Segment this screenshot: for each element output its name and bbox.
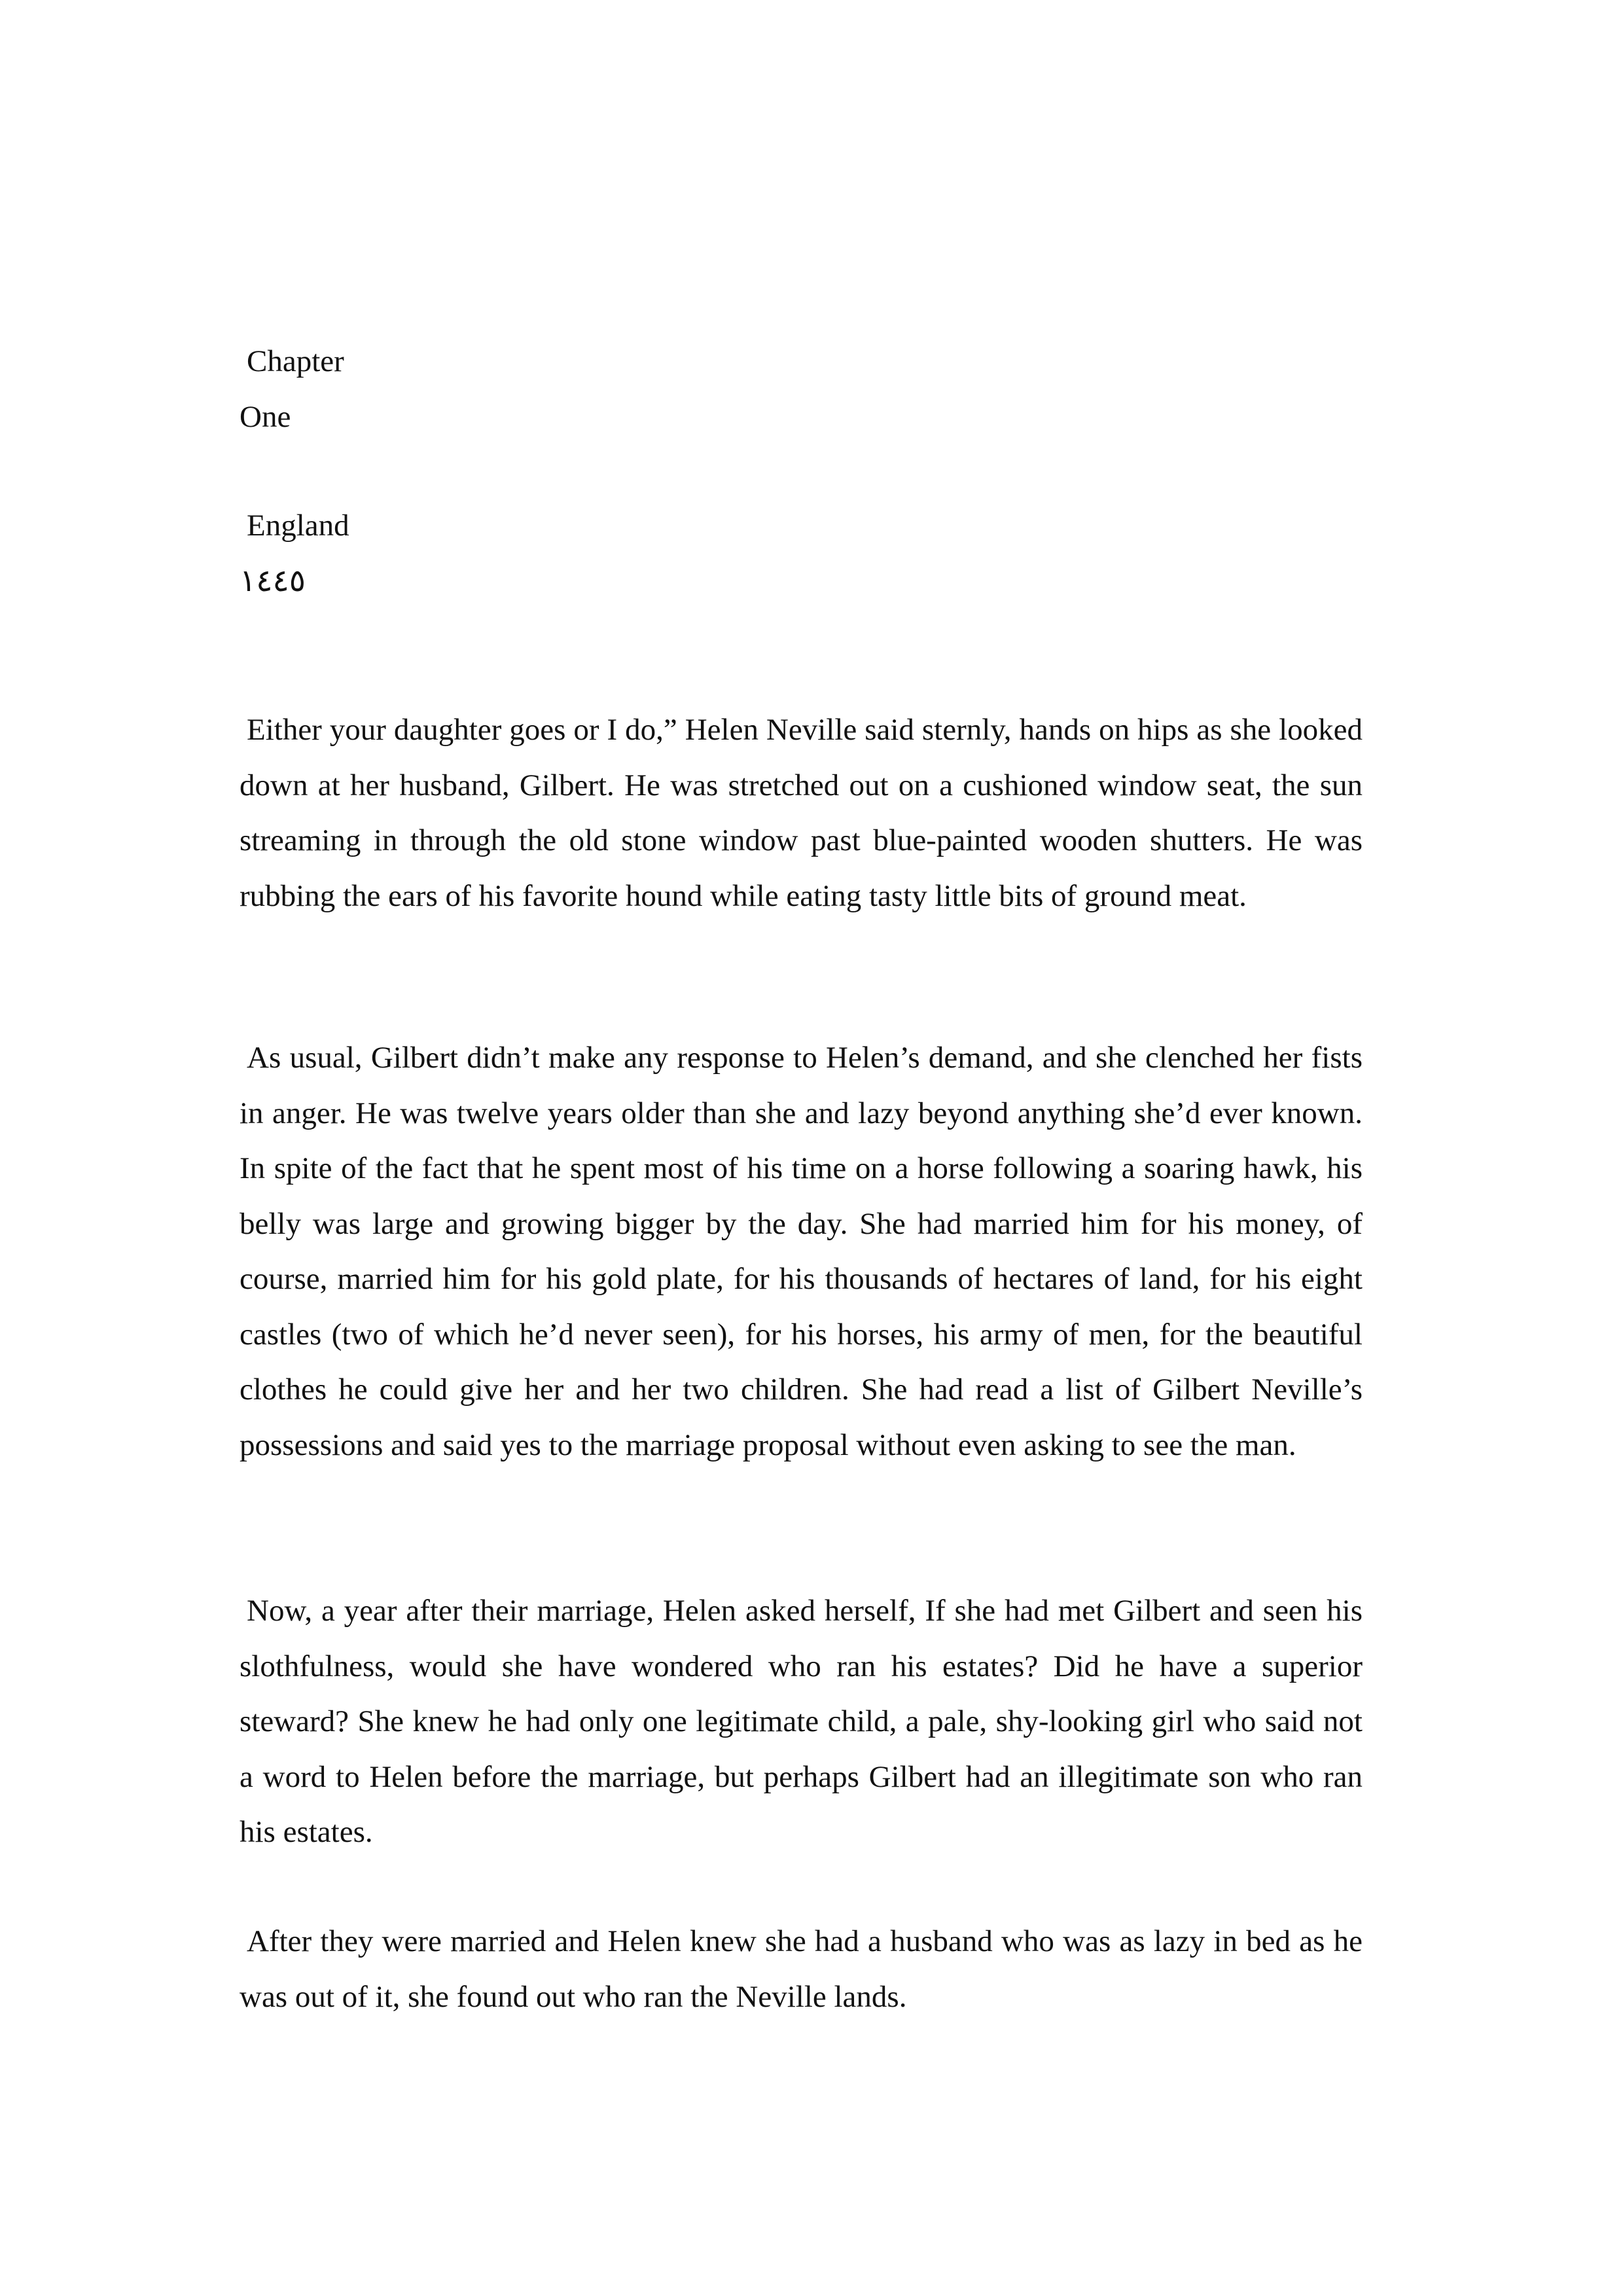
location-heading: England — [247, 509, 349, 543]
chapter-label: Chapter — [247, 344, 344, 378]
chapter-number: One — [240, 400, 291, 434]
paragraph-1: Either your daughter goes or I do,” Helen Neville said sternly, hands on hips as she looked down at her husband, Gilbert. He was stretched out on a cushioned window seat, the sun streaming in through the old stone window past blue-painted wooden shutters. He was rubbing the ears of his favorite hound while eating tasty little bits of ground meat. — [240, 713, 1363, 913]
paragraph-4: After they were married and Helen knew she had a husband who was as lazy in bed as he was out of it, she found out who ran the Neville lands. — [240, 1924, 1363, 2014]
paragraph-3: Now, a year after their marriage, Helen asked herself, If she had met Gilbert and seen his slothfulness, would she have wondered who ran his estates? Did he have a superior steward? She knew he had only one legitimate child, a pale, shy-looking girl who said not a word to Helen before the marriage, but perhaps Gilbert had an illegitimate son who ran his estates. — [240, 1594, 1363, 1849]
paragraph-2: As usual, Gilbert didn’t make any response to Helen’s demand, and she clenched her fists in anger. He was twelve years older than she and lazy beyond anything she’d ever known. In spite of the fact that he spent most of his time on a horse following a soaring hawk, his belly was large and growing bigger by the day. She had married him for his money, of course, married him for his gold plate, for his thousands of hectares of land, for his eight castles (two of which he’d never seen), for his horses, his army of men, for the beautiful clothes he could give her and her two children. She had read a list of Gilbert Neville’s possessions and said yes to the marriage proposal without even asking to see the man. — [240, 1041, 1363, 1462]
year-heading: ١٤٤٥ — [240, 564, 306, 598]
